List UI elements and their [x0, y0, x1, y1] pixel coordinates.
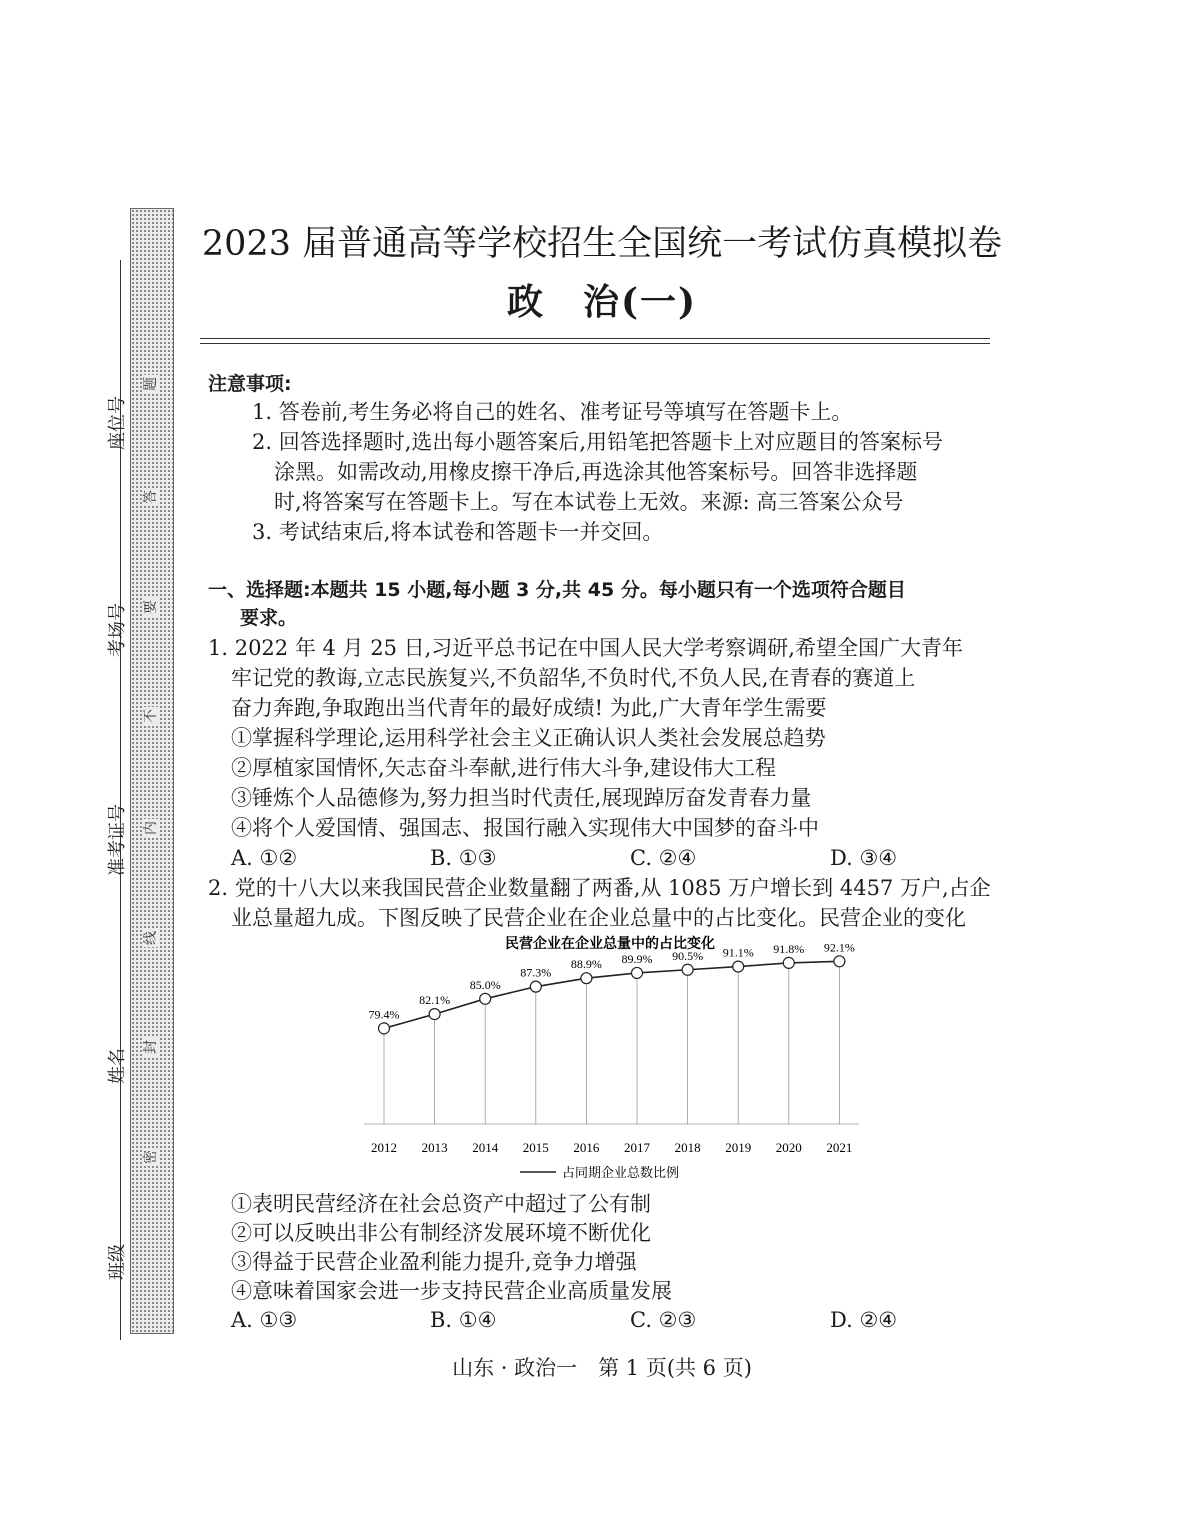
data-point — [632, 967, 643, 978]
header-rule-bottom — [200, 343, 990, 344]
seal-char: 题 — [143, 377, 159, 391]
margin-label-name: 姓名 — [107, 1048, 128, 1084]
notice-item: 涂黑。如需改动,用橡皮擦干净后,再选涂其他答案标号。回答非选择题 — [274, 460, 918, 484]
q1-statement: ④将个人爱国情、强国志、报国行融入实现伟大中国梦的奋斗中 — [231, 816, 819, 840]
data-label: 92.1% — [823, 940, 855, 955]
series-line — [384, 961, 839, 1028]
notice-item: 1. 答卷前,考生务必将自己的姓名、准考证号等填写在答题卡上。 — [252, 400, 853, 424]
private-enterprise-share-chart — [0, 928, 1200, 1188]
data-point — [682, 964, 693, 975]
q1-option-b: B. ①③ — [430, 846, 497, 870]
q2-statement: ③得益于民营企业盈利能力提升,竞争力增强 — [231, 1250, 637, 1274]
data-label: 82.1% — [419, 993, 451, 1008]
data-label: 79.4% — [368, 1007, 400, 1022]
notice-item: 3. 考试结束后,将本试卷和答题卡一并交回。 — [252, 520, 664, 544]
data-point — [379, 1023, 390, 1034]
data-point — [429, 1009, 440, 1020]
data-point — [480, 993, 491, 1004]
seal-char: 密 — [143, 1150, 159, 1164]
seal-char: 不 — [143, 709, 159, 723]
data-point — [783, 957, 794, 968]
data-label: 87.3% — [520, 965, 552, 980]
q1-option-d: D. ③④ — [830, 846, 898, 870]
x-tick-label: 2019 — [725, 1140, 752, 1155]
seal-char: 封 — [143, 1040, 159, 1054]
seal-char: 内 — [143, 821, 159, 835]
margin-label-ticket-number: 准考证号 — [107, 804, 128, 876]
data-label: 89.9% — [621, 951, 653, 966]
section-heading: 一、选择题:本题共 15 小题,每小题 3 分,共 45 分。每小题只有一个选项符合题目 — [208, 579, 906, 601]
data-point — [834, 956, 845, 967]
x-tick-label: 2020 — [775, 1140, 802, 1155]
q1-statement: ①掌握科学理论,运用科学社会主义正确认识人类社会发展总趋势 — [231, 726, 826, 750]
exam-title: 2023 届普通高等学校招生全国统一考试仿真模拟卷 — [201, 224, 1003, 264]
legend-label: 占同期企业总数比例 — [562, 1166, 680, 1181]
q2-option-d: D. ②④ — [830, 1308, 898, 1332]
q1-statement: ②厚植家国情怀,矢志奋斗奉献,进行伟大斗争,建设伟大工程 — [231, 756, 777, 780]
seal-char: 线 — [143, 931, 159, 945]
x-tick-label: 2018 — [674, 1140, 701, 1155]
margin-label-seat: 座位号 — [107, 396, 128, 450]
page-footer: 山东 · 政治一 第 1 页(共 6 页) — [452, 1356, 752, 1380]
notice-item: 时,将答案写在答题卡上。写在本试卷上无效。来源: 高三答案公众号 — [274, 490, 904, 514]
margin-label-exam-room: 考场号 — [107, 603, 128, 657]
q2-statement: ④意味着国家会进一步支持民营企业高质量发展 — [231, 1279, 672, 1303]
q2-statement: ②可以反映出非公有制经济发展环境不断优化 — [231, 1221, 651, 1245]
notice-heading: 注意事项: — [208, 373, 292, 395]
margin-label-class: 班级 — [107, 1244, 128, 1280]
data-label: 91.8% — [773, 941, 805, 956]
q1-stem: 牢记党的教诲,立志民族复兴,不负韶华,不负时代,不负人民,在青春的赛道上 — [231, 666, 916, 690]
data-label: 91.1% — [722, 945, 754, 960]
data-point — [581, 973, 592, 984]
q1-statement: ③锤炼个人品德修为,努力担当时代责任,展现踔厉奋发青春力量 — [231, 786, 812, 810]
x-tick-label: 2016 — [573, 1140, 600, 1155]
x-tick-label: 2014 — [472, 1140, 499, 1155]
q1-option-a: A. ①② — [231, 846, 298, 870]
data-label: 85.0% — [469, 977, 501, 992]
q2-option-b: B. ①④ — [430, 1308, 497, 1332]
x-tick-label: 2012 — [371, 1140, 397, 1155]
header-rule-top — [200, 338, 990, 339]
chart-title: 民营企业在企业总量中的占比变化 — [505, 936, 715, 952]
x-tick-label: 2015 — [522, 1140, 549, 1155]
q2-stem: 2. 党的十八大以来我国民营企业数量翻了两番,从 1085 万户增长到 4457 万户,占企 — [208, 876, 991, 900]
x-tick-label: 2013 — [421, 1140, 448, 1155]
q1-stem: 1. 2022 年 4 月 25 日,习近平总书记在中国人民大学考察调研,希望全国广大青年 — [208, 636, 963, 660]
section-heading-cont: 要求。 — [240, 607, 298, 629]
seal-char: 答 — [143, 490, 159, 504]
q1-stem: 奋力奔跑,争取跑出当代青年的最好成绩! 为此,广大青年学生需要 — [231, 696, 827, 720]
data-point — [530, 981, 541, 992]
data-label: 88.9% — [570, 957, 602, 972]
data-label: 90.5% — [672, 948, 704, 963]
notice-item: 2. 回答选择题时,选出每小题答案后,用铅笔把答题卡上对应题目的答案标号 — [252, 430, 944, 454]
x-tick-label: 2017 — [624, 1140, 650, 1155]
x-tick-label: 2021 — [826, 1140, 853, 1155]
q1-option-c: C. ②④ — [630, 846, 697, 870]
q2-statement: ①表明民营经济在社会总资产中超过了公有制 — [231, 1192, 651, 1216]
data-point — [733, 961, 744, 972]
q2-stem: 业总量超九成。下图反映了民营企业在企业总量中的占比变化。民营企业的变化 — [231, 906, 966, 930]
seal-char: 要 — [143, 600, 159, 614]
q2-option-c: C. ②③ — [630, 1308, 697, 1332]
subject-title: 政 治(一) — [506, 281, 698, 323]
q2-option-a: A. ①③ — [231, 1308, 298, 1332]
